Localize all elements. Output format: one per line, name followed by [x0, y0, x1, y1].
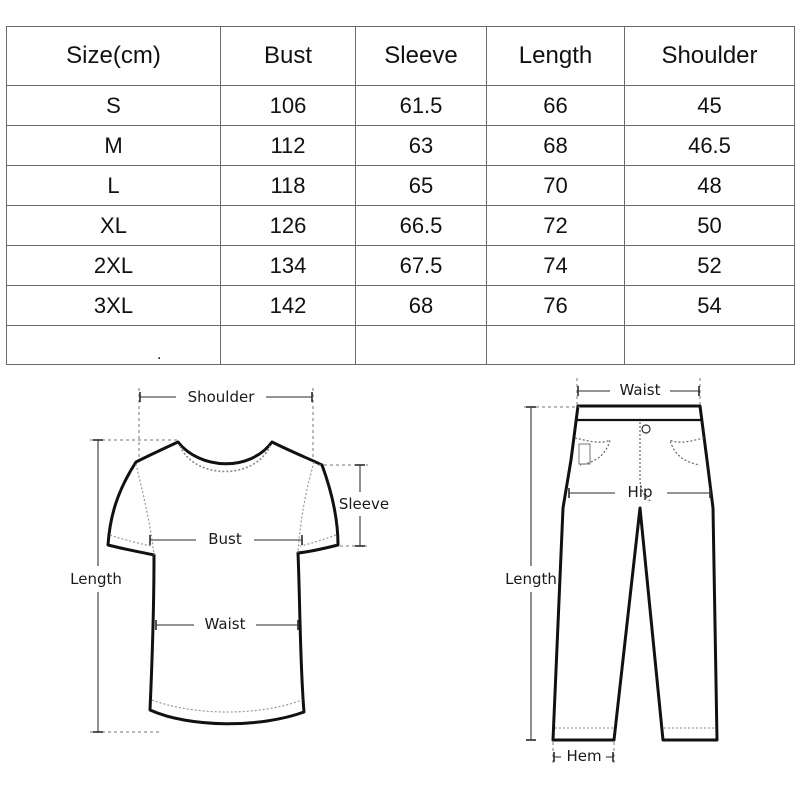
cell-shoulder: 52 — [625, 246, 795, 286]
pants-diagram — [505, 378, 717, 765]
pants-button-icon — [642, 425, 650, 433]
cell-bust: 126 — [221, 206, 356, 246]
cell-length: 74 — [487, 246, 625, 286]
cell-bust: 106 — [221, 86, 356, 126]
shirt-length-label: Length — [70, 570, 122, 588]
cell-size: 3XL — [7, 286, 221, 326]
tshirt-outline — [108, 442, 338, 724]
pants-outline — [553, 406, 717, 740]
cell-bust: 134 — [221, 246, 356, 286]
tshirt-hem-stitch — [152, 700, 302, 712]
cell-shoulder: 48 — [625, 166, 795, 206]
pants-waist-label: Waist — [619, 381, 661, 399]
cell-sleeve: 65 — [356, 166, 487, 206]
header-sleeve: Sleeve — [356, 27, 487, 86]
sleeve-label: Sleeve — [338, 495, 390, 513]
header-length: Length — [487, 27, 625, 86]
shirt-waist-label: Waist — [204, 615, 246, 633]
tshirt-sleeve-seam-left — [136, 464, 154, 555]
cell-size: XL — [7, 206, 221, 246]
tshirt-sleeve-hem-right — [300, 535, 336, 546]
cell-sleeve: 63 — [356, 126, 487, 166]
hem-label: Hem — [566, 747, 602, 765]
cell-length: 76 — [487, 286, 625, 326]
tshirt-collar — [180, 446, 270, 472]
cell-bust: 118 — [221, 166, 356, 206]
pants-coin-pocket — [579, 444, 590, 464]
blank-cell-mark: . — [7, 326, 221, 365]
pants-pocket-left — [575, 438, 610, 465]
pants-length-label: Length — [505, 570, 557, 588]
cell-length: 68 — [487, 126, 625, 166]
shoulder-label: Shoulder — [187, 388, 255, 406]
cell-shoulder: 50 — [625, 206, 795, 246]
tshirt-diagram — [70, 388, 389, 732]
cell-size: 2XL — [7, 246, 221, 286]
header-size: Size(cm) — [7, 27, 221, 86]
cell-sleeve: 68 — [356, 286, 487, 326]
header-bust: Bust — [221, 27, 356, 86]
cell-shoulder: 54 — [625, 286, 795, 326]
cell-length: 70 — [487, 166, 625, 206]
cell-shoulder: 45 — [625, 86, 795, 126]
cell-sleeve: 61.5 — [356, 86, 487, 126]
pants-pocket-right — [670, 438, 704, 465]
header-shoulder: Shoulder — [625, 27, 795, 86]
cell-bust: 112 — [221, 126, 356, 166]
bust-label: Bust — [208, 530, 242, 548]
cell-length: 66 — [487, 86, 625, 126]
tshirt-sleeve-hem-left — [110, 535, 152, 546]
cell-size: M — [7, 126, 221, 166]
cell-size: S — [7, 86, 221, 126]
cell-sleeve: 66.5 — [356, 206, 487, 246]
cell-length: 72 — [487, 206, 625, 246]
hip-label: Hip — [627, 483, 653, 501]
cell-size: L — [7, 166, 221, 206]
cell-sleeve: 67.5 — [356, 246, 487, 286]
cell-shoulder: 46.5 — [625, 126, 795, 166]
cell-bust: 142 — [221, 286, 356, 326]
